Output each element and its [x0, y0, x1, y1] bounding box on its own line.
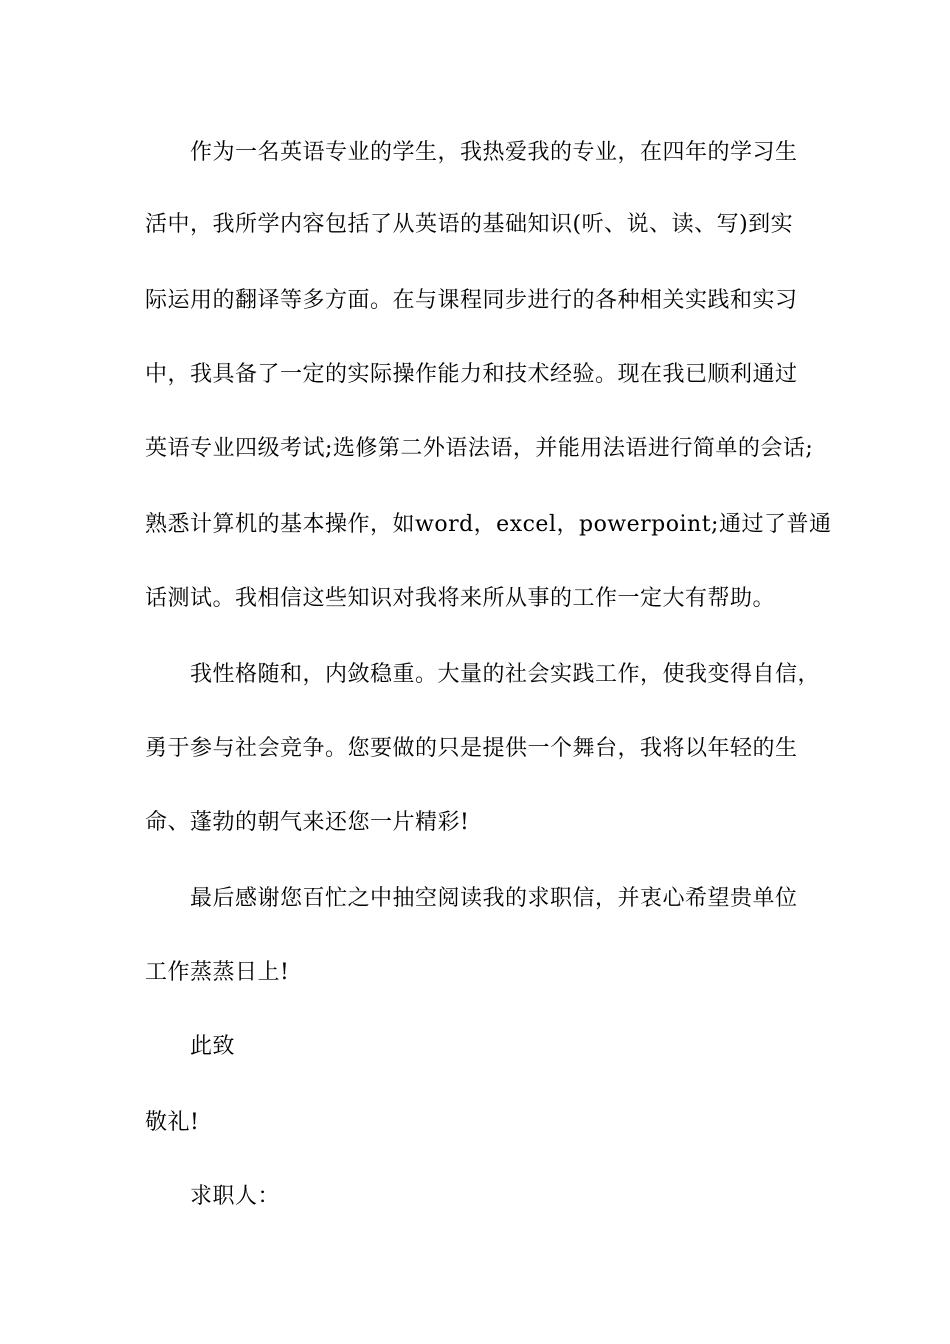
closing-text: 此致 — [190, 1034, 236, 1059]
paragraph-2-line-1: 我性格随和，内敛稳重。大量的社会实践工作，使我变得自信， — [190, 662, 821, 687]
paragraph-1-line-4: 中，我具备了一定的实际操作能力和技术经验。现在我已顺利通过 — [145, 362, 798, 387]
paragraph-3-line-1: 最后感谢您百忙之中抽空阅读我的求职信，并衷心希望贵单位 — [190, 886, 798, 911]
paragraph-1-line-1: 作为一名英语专业的学生，我热爱我的专业，在四年的学习生 — [190, 140, 798, 165]
paragraph-1-line-2: 活中，我所学内容包括了从英语的基础知识(听、说、读、写)到实 — [145, 212, 794, 237]
paragraph-1-line-5: 英语专业四级考试;选修第二外语法语，并能用法语进行简单的会话; — [145, 436, 814, 461]
signature-label: 求职人： — [190, 1184, 281, 1209]
paragraph-1-line-3: 际运用的翻译等多方面。在与课程同步进行的各种相关实践和实习 — [145, 288, 798, 313]
paragraph-1-line-7: 话测试。我相信这些知识对我将来所从事的工作一定大有帮助。 — [145, 586, 776, 611]
paragraph-3-line-2: 工作蒸蒸日上! — [145, 960, 290, 985]
paragraph-2-line-2: 勇于参与社会竞争。您要做的只是提供一个舞台，我将以年轻的生 — [145, 736, 798, 761]
paragraph-2-line-3: 命、蓬勃的朝气来还您一片精彩! — [145, 810, 470, 835]
paragraph-1-line-6: 熟悉计算机的基本操作，如word，excel，powerpoint;通过了普通 — [145, 512, 832, 537]
salute-text: 敬礼! — [145, 1110, 200, 1135]
